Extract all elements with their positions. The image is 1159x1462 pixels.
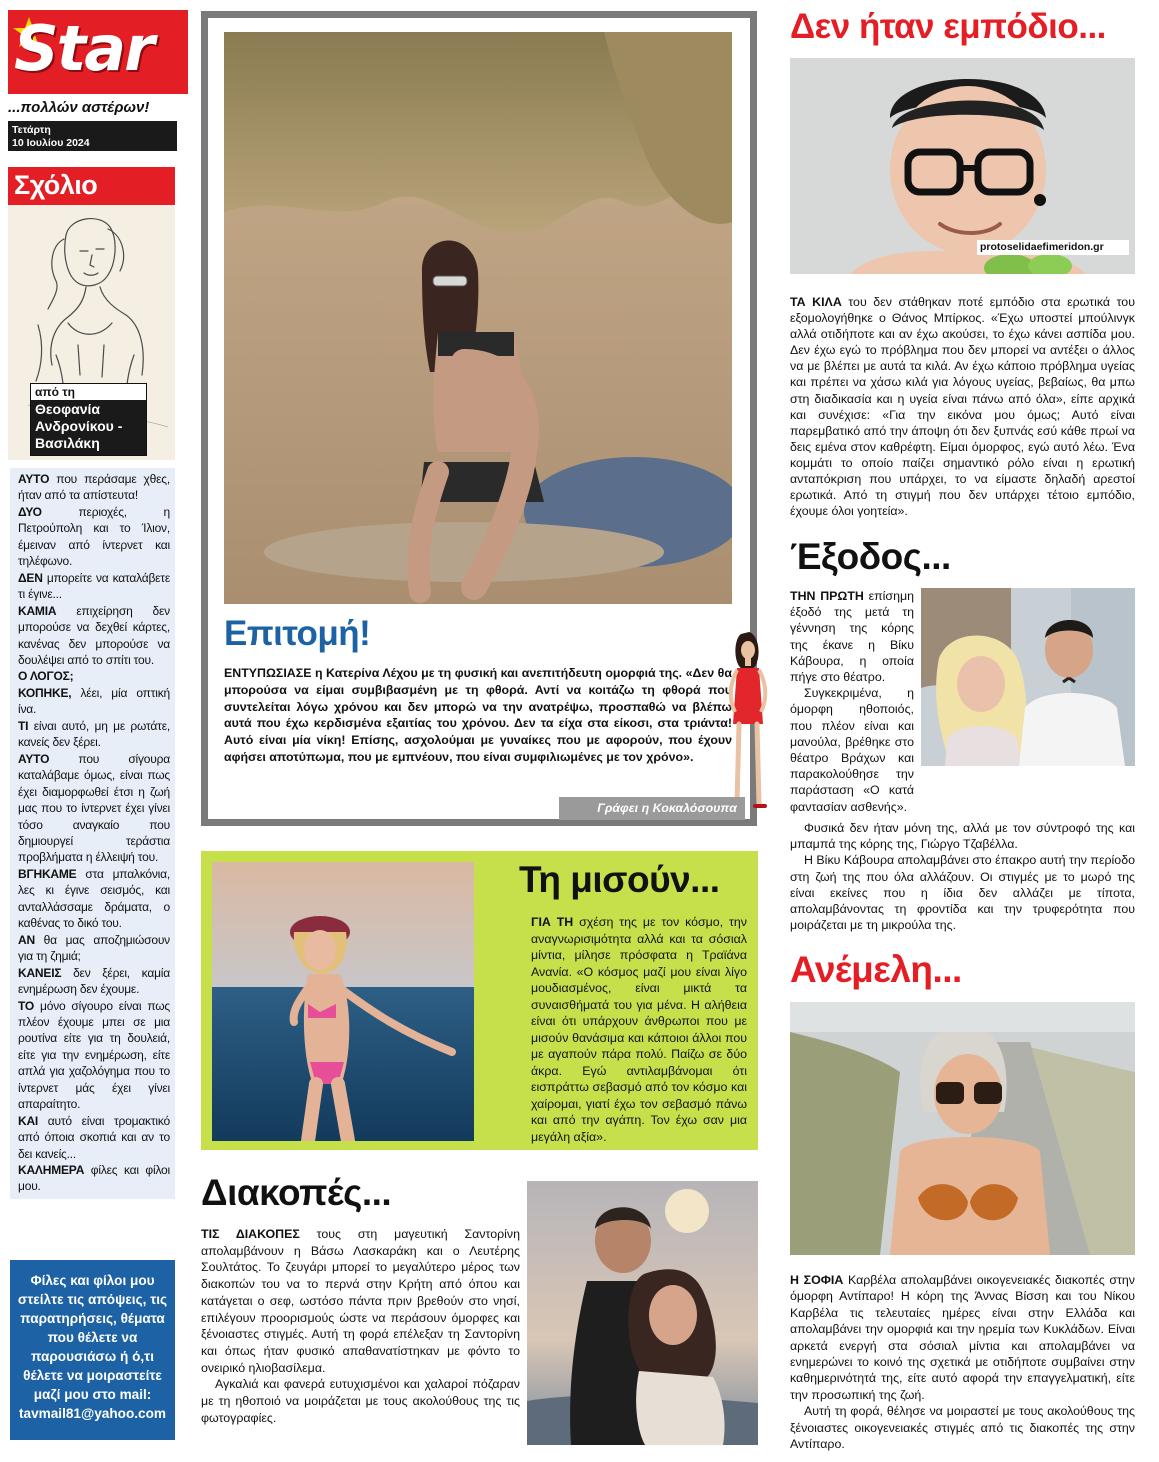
- photo-couple-santorini: [527, 1181, 758, 1445]
- epitomi-text: η Κατερίνα Λέχου με τη φυσική και ανεπιτήδευτη ομορφιά της. «Δεν θα μπορούσα να είμαι συμβιβασμένη με τη φθορά. Αντί να κοιτάζω τη φθορά που συντελείται λόγω χρόνου και δεν μπορώ να την ανατρέψω, προσπαθώ να βλέπω αυτά που έχω κερδισμένα εξαιτίας του χρόνου. Δεν τα είχα στα είκοσι, στα τριάντα! Αυτό είναι μία νίκη! Επίσης, ασχολούμαι με γυναίκες που με αφορούν, που έχουν αφήσει αποτύπωμα, που με εμπνέουν, που είναι συμφιλιωμένες με τον χρόνο».: [224, 666, 732, 764]
- misoun-title: Τη μισούν...: [519, 859, 720, 900]
- empodio-text: του δεν στάθηκαν ποτέ εμπόδιο στα ερωτικά του εξομολογήθηκε ο Θάνος Μπίρκος. «Έχω υποστεί μπούλινγκ αλλά οτιδήποτε και αν έχω ακούσει, το έχω κάνει ασπίδα μου. Δεν έχω εγώ το πρόβλημα που δεν μπορεί να αντέξει ο άλλος να με βλέπει με αυτά τα κιλά. Αν έχω κάποιο πρόβλημα υγείας και πρέπει να χάσω κιλά για λόγους υγείας, βεβαίως, θα μπω στη διαδικασία και η υγεία είναι πάνω από όλα», είπε αρχικά και συνέχισε: «Για την εικόνα μου όμως; Αυτό είναι παρεμβατικό από την άποψη ότι δεν ξυπνάς εσύ κάθε πρωί να δεις εμένα στον καθρέφτη. Είμαι όμορφος, εγώ αυτό λέω. Ένα κομμάτι το οποίο παίζει σημαντικό ρόλο είναι η ερωτική ανταπόκριση που υπάρχει, το να είμαστε δηλαδή αρεστοί ερωτικά. Από τη στιγμή που δεν υπάρχει τέτοιο εμπόδιο, έχουμε όλοι γοητεία».: [790, 295, 1135, 519]
- photo-pair-theater: [921, 588, 1135, 766]
- exodos-text-1: επίσημη έξοδό της μετά τη γέννηση της κόρης της έκανε η Βίκυ Κάβουρα, η οποία πήγε στο θέατρο.: [790, 589, 914, 685]
- comment-text: περιοχές, η Πετρούπολη και το Ίλιον, έμειναν από ίντερνετ και τηλέφωνο.: [18, 504, 171, 569]
- comment-text: δεν ξέρει, καμία ενημέρωση δεν έχουμε.: [18, 965, 170, 997]
- comment-lead: ΑΥΤΟ: [18, 751, 50, 766]
- comment-text: μπορείτε να καταλάβετε τι έγινε...: [18, 570, 170, 602]
- anemeli-title: Ανέμελη...: [790, 949, 962, 990]
- sofia-photo-icon: [790, 1002, 1135, 1255]
- author-name: Θεοφανία Ανδρονίκου - Βασιλάκη: [31, 400, 146, 455]
- comment-paragraph: [18, 1113, 170, 1162]
- empodio-body: [790, 294, 1135, 519]
- epitomi-body: [224, 665, 732, 766]
- comment-lead: ΚΟΠΗΚΕ,: [18, 685, 72, 700]
- comment-lead: ΚΑΝΕΙΣ: [18, 965, 62, 980]
- photo-beach-woman: [224, 32, 732, 604]
- comment-paragraph: [18, 668, 170, 684]
- comment-lead: ΤΙ: [18, 718, 29, 733]
- comment-text: αυτό είναι τρομακτικό από όποια σκοπιά και αν το δει κανείς...: [18, 1113, 170, 1161]
- comment-text: στα μπαλκόνια, λες κι έγινε σεισμός, και ανταλλάσσαμε δράματα, ο καθένας το δικό του.: [18, 866, 170, 931]
- comment-text: θα μας αποζημιώσουν για τη ζημιά;: [18, 932, 170, 964]
- exodos-text-4: Η Βίκυ Κάβουρα απολαμβάνει στο έπακρο αυτή την περίοδο στη ζωή της που όλα αλλάζουν. Οι στιγμές με το μωρό της είναι εκείνες που η ίδια δεν αλλάζει με τίποτα, απολαμβάνοντας τη φροντίδα και την τρυφερότητα που μοιράζεται με τη μικρούλα της.: [790, 853, 1135, 933]
- exodos-text-3: Φυσικά δεν ήταν μόνη της, αλλά με τον σύντροφό της και μπαμπά της κόρης της, Γιώργο Τζαβέλλα.: [790, 821, 1135, 852]
- comment-paragraph: [18, 471, 170, 504]
- comment-lead: ΤΟ: [18, 998, 35, 1013]
- mail-note: Φίλες και φίλοι μου στείλτε τις απόψεις, τις παρατηρήσεις, θέματα που θέλετε να παρουσιάσω ή ό,τι θέλετε να μοιραστείτε μαζί μου στο mail:: [17, 1273, 168, 1402]
- comment-lead: ΚΑΙ: [18, 1113, 39, 1128]
- couple-photo-icon: [527, 1181, 758, 1445]
- diakopes-lead: ΤΙΣ ΔΙΑΚΟΠΕΣ: [201, 1227, 300, 1241]
- author-prefix: από τη: [31, 384, 146, 400]
- beach-photo-icon: [224, 32, 732, 604]
- comment-paragraph: [18, 685, 170, 718]
- diakopes-title: Διακοπές...: [201, 1172, 392, 1213]
- comment-paragraph: [18, 570, 170, 603]
- photo-sea-woman: [212, 862, 474, 1141]
- comment-paragraph: [18, 504, 170, 570]
- issue-day: Τετάρτη: [12, 124, 51, 136]
- section-title-comment: Σχόλιο: [8, 167, 175, 205]
- pair-photo-icon: [921, 588, 1135, 766]
- comment-text: που σίγουρα καταλάβαμε όμως, είναι πως έχει διαμορφωθεί έτσι η ζωή μας που το ίντερνετ έχει γίνει τόσο αναγκαίο που δημιουργεί τεράστια προβλήματα η έλλειψή του.: [18, 751, 170, 865]
- exodos-text-2: Συγκεκριμένα, η όμορφη ηθοποιός, που πλέον είναι και μανούλα, βρέθηκε στο θέατρο Βράχων και παρακολούθησε την παράσταση «Ο κατά φαντασίαν ασθενής».: [790, 686, 914, 814]
- comment-body: [10, 468, 175, 1199]
- comment-text: που περάσαμε χθες, ήταν από τα απίστευτα!: [18, 472, 170, 503]
- comment-lead: ΚΑΛΗΜΕΡΑ: [18, 1163, 85, 1178]
- comment-paragraph: [18, 866, 170, 932]
- comment-lead: ΚΑΜΙΑ: [18, 603, 57, 618]
- exodos-body-narrow: [790, 588, 914, 815]
- logo-text: Star: [14, 12, 153, 85]
- photo-sofia-antiparos: [790, 1002, 1135, 1255]
- epitomi-title: Επιτομή!: [224, 614, 371, 653]
- comment-text: είναι αυτό, μη με ρωτάτε, κανείς δεν ξέρει.: [18, 718, 170, 750]
- mail-box: [10, 1260, 175, 1440]
- epitomi-lead: ΕΝΤΥΠΩΣΙΑΣΕ: [224, 666, 312, 680]
- watermark-label: protoselidaefimeridon.gr: [977, 240, 1129, 255]
- diakopes-text-1: τους στη μαγευτική Σαντορίνη απολαμβάνουν η Βάσω Λασκαράκη και ο Λευτέρης Σουλτάτος. Το ζευγάρι μπορεί το μεγαλύτερο μέρος των διακοπών του να το περνά στην Κρήτη από όπου και κατάγεται ο σεφ, ωστόσο πάντα πριν βρεθούν στο νησί, επιλέγουν προορισμούς ώστε να περάσουν όμορφες και ξένοιαστες στιγμές. Αυτή τη φορά επέλεξαν τη Σαντορίνη και όπως ήταν φυσικό απαθανατίστηκαν με φόντο το ονειρικό ηλιοβασίλεμα.: [201, 1227, 520, 1375]
- anemeli-text-2: Αυτή τη φορά, θέλησε να μοιραστεί με τους ακολούθους της ξένοιαστες οικογενειακές στιγμές από τις διακοπές της στην Αντίπαρο.: [790, 1404, 1135, 1452]
- comment-column: [10, 468, 175, 1199]
- comment-text: μόνο σίγουρο είναι πως πλέον έχουμε μπει σε μια ρουτίνα είτε για τη δουλειά, είτε για την ενημέρωση, είτε απλά για χαζολόγημα που το ίντερνετ μάς έχει γίνει απαραίτητο.: [18, 998, 170, 1112]
- misoun-body: [531, 914, 747, 1145]
- empodio-lead: ΤΑ ΚΙΛΑ: [790, 295, 842, 309]
- misoun-text: σχέση της με τον κόσμο, την αναγνωρισιμότητα αλλά και τα σόσιαλ μίντια, μίλησε πρόσφατα η Τραϊάνα Ανανία. «Ο κόσμος μαζί μου είναι λίγο μουδιασμένος, είναι μικτά τα συναισθήματά του για μένα. Η αλήθεια είναι ότι υπάρχουν άνθρωποι που με μισούν θανάσιμα και κάποιοι άλλοι που με αγαπούν πάρα πολύ. Παίζω σε δύο άκρα. Εγώ αντιλαμβάνομαι ότι εισπράττω σεβασμό από τον κόσμο και χαίρομαι, γιατί έχω τον σεβασμό πάνω και από την αγάπη. Τον έχω σαν μια μεγάλη αξία».: [531, 915, 747, 1144]
- mail-address[interactable]: tavmail81@yahoo.com: [19, 1406, 166, 1421]
- author-box: [30, 383, 147, 456]
- comment-paragraph: [18, 1162, 170, 1195]
- star-logo: [8, 10, 188, 94]
- exodos-body-wide: [790, 820, 1135, 933]
- empodio-title: Δεν ήταν εμπόδιο...: [790, 7, 1106, 46]
- tagline: ...πολλών αστέρων!: [8, 99, 150, 116]
- issue-date: 10 Ιουλίου 2024: [12, 137, 90, 149]
- comment-text: επιχείρηση δεν μπορούσε να δεχθεί κάρτες, κανένας δεν μπορούσε να δουλέψει από το σπίτι του.: [18, 603, 170, 667]
- diakopes-body: [201, 1226, 520, 1426]
- anemeli-body: [790, 1272, 1135, 1452]
- comment-lead: ΔΕΝ: [18, 570, 43, 585]
- sea-photo-icon: [212, 862, 474, 1141]
- anemeli-lead: Η ΣΟΦΙΑ: [790, 1273, 844, 1287]
- date-box: [8, 121, 177, 151]
- comment-lead: ΒΓΗΚΑΜΕ: [18, 866, 77, 881]
- comment-paragraph: [18, 603, 170, 669]
- comment-paragraph: [18, 932, 170, 965]
- columnist-signature: Γράφει η Κοκαλόσουπα: [559, 797, 745, 820]
- comment-text: φίλες και φίλοι μου.: [18, 1163, 170, 1194]
- comment-paragraph: [18, 718, 170, 751]
- comment-paragraph: [18, 965, 170, 998]
- comment-lead: ΑΝ: [18, 932, 35, 947]
- comment-paragraph: [18, 998, 170, 1113]
- comment-lead: Ο ΛΟΓΟΣ;: [18, 669, 74, 684]
- anemeli-text-1: Καρβέλα απολαμβάνει οικογενειακές διακοπές στην όμορφη Αντίπαρο! Η κόρη της Άννας Βίσση και του Νίκου Καρβέλα τις τελευταίες ημέρες είναι στην Ελλάδα και απολαμβάνει την ομορφιά και την ηρεμία των Κυκλάδων. Είναι αρκετά ενεργή στα σόσιαλ μίντια και απολαμβάνει να ενημερώνει το κοινό της σχετικά με οτιδήποτε συμβαίνει στην καθημερινότητά της, είτε αυτό αφορά την επαγγελματική, είτε την προσωπική της ζωή.: [790, 1273, 1135, 1402]
- comment-paragraph: [18, 751, 170, 866]
- misoun-lead: ΓΙΑ ΤΗ: [531, 915, 574, 929]
- diakopes-text-2: Αγκαλιά και φανερά ευτυχισμένοι και χαλαροί πόζαραν με τη ηθοποιό να μοιράζεται με τους ακολούθους της τις φωτογραφίες.: [201, 1377, 520, 1425]
- exodos-lead: ΤΗΝ ΠΡΩΤΗ: [790, 589, 864, 603]
- exodos-title: Έξοδος...: [790, 536, 951, 577]
- comment-lead: ΔΥΟ: [18, 504, 42, 519]
- comment-lead: ΑΥΤΟ: [18, 472, 50, 486]
- comment-text: λέει, μία οπτική ίνα.: [18, 685, 170, 717]
